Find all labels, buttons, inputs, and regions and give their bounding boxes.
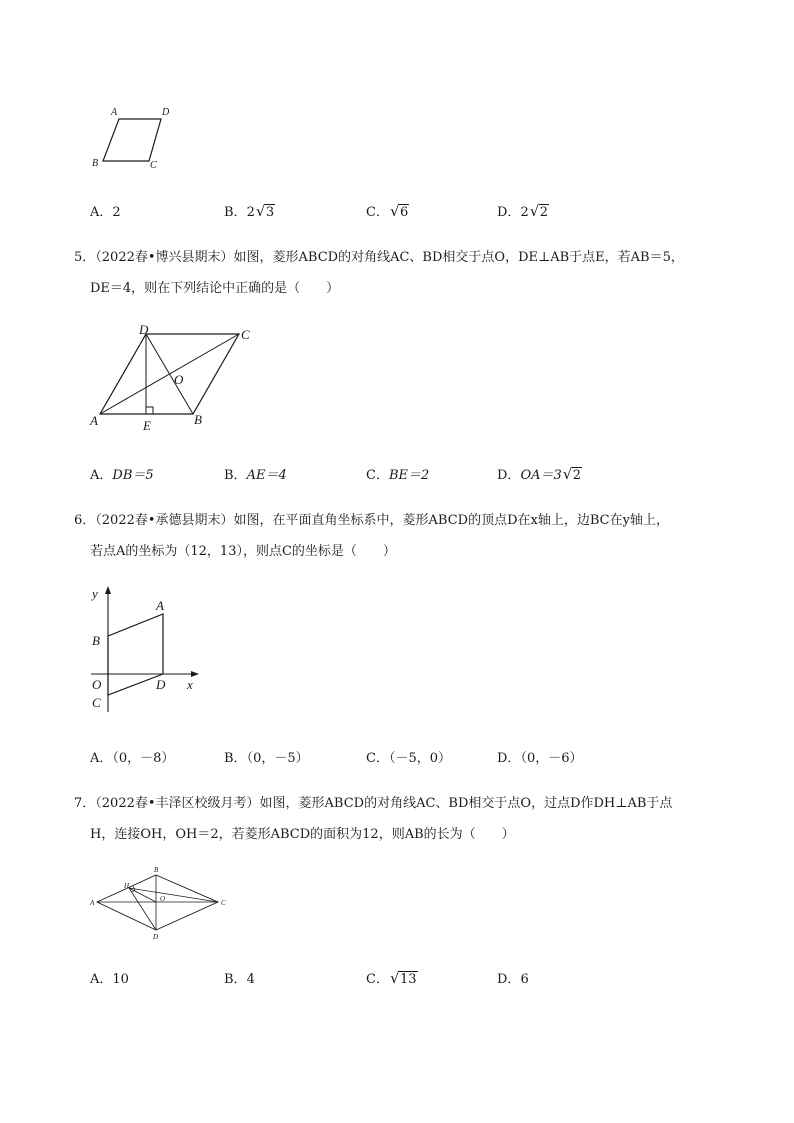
q7-stem-line1: [74, 792, 672, 811]
q7-label-H: H: [124, 882, 130, 890]
q5-diagonal-BD: [146, 334, 193, 414]
q6-option-c[interactable]: C．（－5，0）: [366, 751, 451, 766]
q7-label-C: C: [221, 899, 226, 907]
q5-figure: [86, 322, 266, 434]
q6-label-B: B: [92, 633, 100, 648]
q7-option-d[interactable]: D．6: [497, 972, 529, 987]
q5-option-c[interactable]: C．BE＝2: [366, 468, 430, 483]
sqrt-symbol: √ 6: [389, 202, 409, 220]
q5-text-1: 如图，菱形ABCD的对角线AC、BD相交于点O，DE⊥AB于点E，若AB＝5，: [233, 250, 684, 265]
q4-parallelogram: [103, 119, 161, 161]
q4-figure: [88, 102, 178, 174]
q4-option-d[interactable]: D．2 √ 2: [497, 202, 548, 220]
q5-option-d[interactable]: D．OA＝3 √ 2: [497, 465, 582, 483]
q7-label-O: O: [160, 895, 166, 903]
q7-source: （2022春•丰泽区校级月考）: [95, 796, 260, 811]
q6-y-arrow: [105, 586, 111, 594]
sqrt-symbol: √ 2: [562, 465, 582, 483]
q5-label-D: D: [139, 322, 149, 337]
q7-label-D: D: [153, 933, 159, 941]
sqrt-symbol: √ 3: [255, 202, 275, 220]
q6-text-1: 如图，在平面直角坐标系中，菱形ABCD的顶点D在x轴上，边BC在y轴上，: [233, 513, 669, 528]
q6-label-C: C: [92, 695, 101, 710]
sqrt-symbol: √ 13: [389, 969, 417, 987]
q4-label-B: B: [92, 158, 99, 169]
q6-source: （2022春•承德县期末）: [95, 513, 234, 528]
q6-label-x: x: [187, 677, 193, 692]
q6-label-D: D: [156, 677, 166, 692]
q7-option-b[interactable]: B．4: [224, 972, 255, 987]
q7-option-a[interactable]: A．10: [90, 972, 129, 987]
q7-rhombus: [97, 875, 218, 930]
q4-option-a[interactable]: A．2: [90, 205, 121, 220]
q5-stem-line2: DE＝4，则在下列结论中正确的是（ ）: [90, 281, 340, 296]
q7-label-A: A: [90, 899, 95, 907]
q5-option-b[interactable]: B．AE＝4: [224, 468, 287, 483]
q6-label-O: O: [92, 677, 102, 692]
q6-figure: [86, 582, 206, 717]
sqrt-symbol: √ 2: [529, 202, 548, 220]
q6-option-a[interactable]: A．（0，－8）: [90, 751, 175, 766]
q5-source: （2022春•博兴县期末）: [95, 250, 234, 265]
q4-label-C: C: [150, 160, 157, 171]
q6-option-d[interactable]: D．（0，－6）: [497, 751, 583, 766]
q7-option-c[interactable]: C． √ 13: [366, 969, 417, 987]
q6-stem-line2: 若点A的坐标为（12，13），则点C的坐标是（ ）: [90, 544, 396, 559]
q5-right-angle-mark: [146, 407, 153, 414]
q5-stem-line1: [74, 246, 684, 265]
q7-text-1: 如图，菱形ABCD的对角线AC、BD相交于点O，过点D作DH⊥AB于点: [259, 796, 673, 811]
q7-figure: [88, 862, 233, 942]
q6-label-y: y: [92, 586, 98, 601]
q4-label-D: D: [162, 107, 170, 118]
q5-label-A: A: [90, 413, 98, 428]
q6-label-A: A: [156, 598, 164, 613]
q5-option-a[interactable]: A．DB＝5: [90, 468, 154, 483]
q7-stem-line2: H，连接OH，OH＝2，若菱形ABCD的面积为12，则AB的长为（ ）: [90, 827, 515, 842]
q5-label-B: B: [194, 412, 202, 427]
q5-label-C: C: [241, 327, 250, 342]
q6-stem-line1: [74, 509, 669, 528]
q4-option-c[interactable]: C． √ 6: [366, 202, 409, 220]
q4-option-b[interactable]: B．2 √ 3: [224, 202, 275, 220]
q5-number: 5．: [74, 250, 96, 265]
q7-number: 7．: [74, 796, 96, 811]
q6-rhombus: [108, 614, 163, 695]
q4-label-A: A: [111, 107, 118, 118]
q5-label-O: O: [174, 372, 184, 387]
q7-label-B: B: [154, 866, 159, 874]
q5-label-E: E: [143, 418, 151, 433]
q6-number: 6．: [74, 513, 96, 528]
q6-option-b[interactable]: B．（0，－5）: [224, 751, 309, 766]
